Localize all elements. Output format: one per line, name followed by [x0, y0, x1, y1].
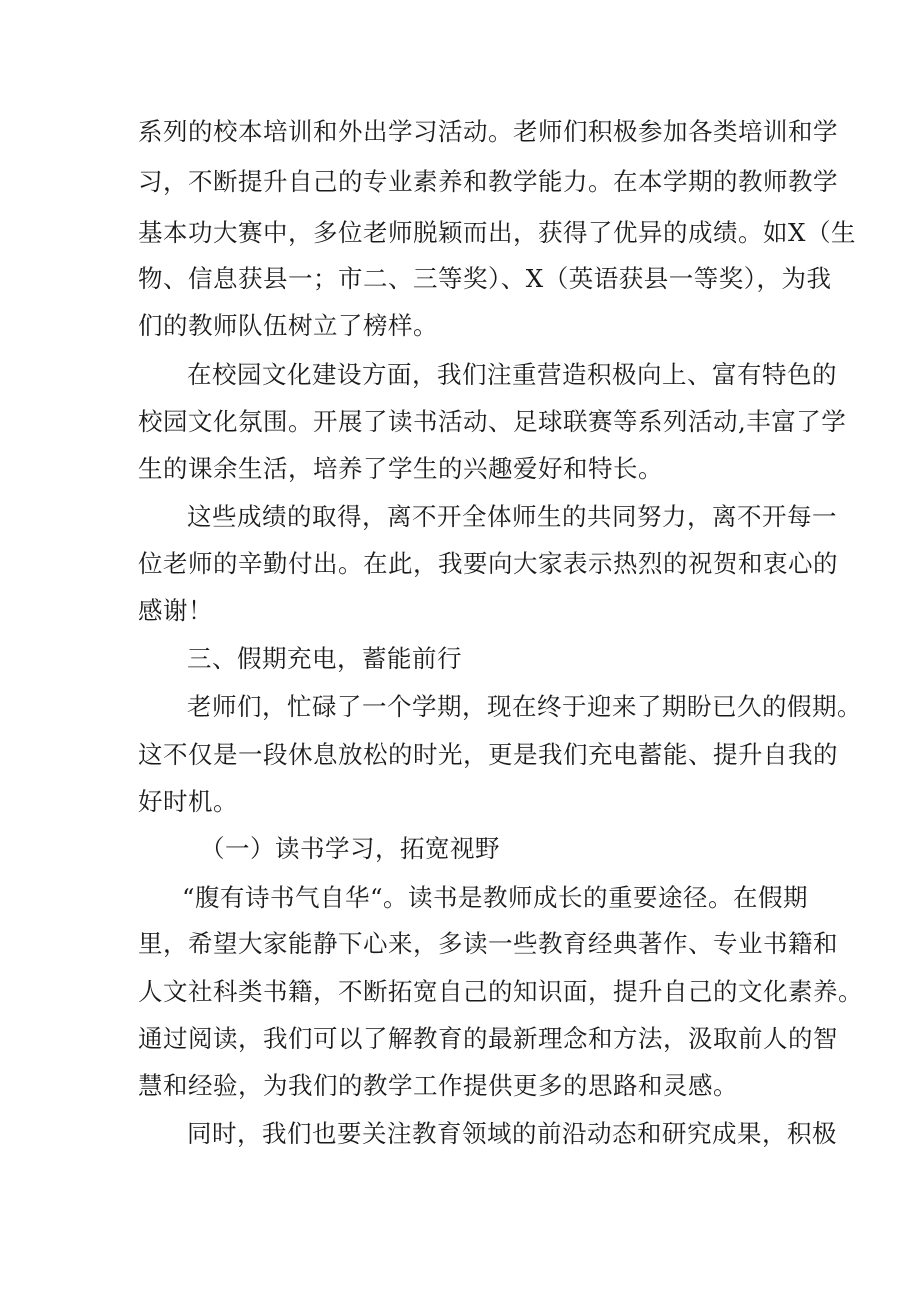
text-line: 们的教师队伍树立了榜样。 — [138, 311, 438, 340]
text-line: 同时，我们也要关注教育领域的前沿动态和研究成果，积极 — [187, 1119, 837, 1148]
section-heading: 三、假期充电，蓄能前行 — [187, 644, 462, 673]
text-line: 在校园文化建设方面，我们注重营造积极向上、富有特色的 — [187, 360, 837, 389]
text-line: 这不仅是一段休息放松的时光，更是我们充电蓄能、提升自我的 — [138, 740, 838, 769]
text-line: 好时机。 — [138, 787, 238, 816]
text-line: 老师们，忙碌了一个学期，现在终于迎来了期盼已久的假期。 — [187, 692, 862, 721]
text-line: 慧和经验，为我们的教学工作提供更多的思路和灵感。 — [138, 1071, 738, 1100]
text-line: 感谢！ — [138, 596, 213, 625]
text-line: 人文社科类书籍，不断拓宽自己的知识面，提升自己的文化素养。 — [138, 977, 863, 1006]
text-line: “腹有诗书气自华“。读书是教师成长的重要途径。在假期 — [182, 883, 809, 912]
text-line: 这些成绩的取得，离不开全体师生的共同努力，离不开每一 — [187, 502, 837, 531]
text-line: 基本功大赛中，多位老师脱颖而出，获得了优异的成绩。如X（生 — [138, 218, 856, 247]
text-line: 系列的校本培训和外出学习活动。老师们积极参加各类培训和学 — [138, 117, 838, 146]
text-line: 位老师的辛勤付出。在此，我要向大家表示热烈的祝贺和衷心的 — [138, 549, 838, 578]
text-line: 生的课余生活，培养了学生的兴趣爱好和特长。 — [138, 454, 663, 483]
text-line: 通过阅读，我们可以了解教育的最新理念和方法，汲取前人的智 — [138, 1024, 838, 1053]
text-line: 习，不断提升自己的专业素养和教学能力。在本学期的教师教学 — [138, 167, 838, 196]
text-line: 校园文化氛围。开展了读书活动、足球联赛等系列活动,丰富了学 — [138, 407, 847, 436]
subsection-heading: （一）读书学习，拓宽视野 — [200, 834, 500, 863]
text-line: 里，希望大家能静下心来，多读一些教育经典著作、专业书籍和 — [138, 929, 838, 958]
text-line: 物、信息获县一；市二、三等奖）、X（英语获县一等奖），为我 — [138, 264, 832, 293]
